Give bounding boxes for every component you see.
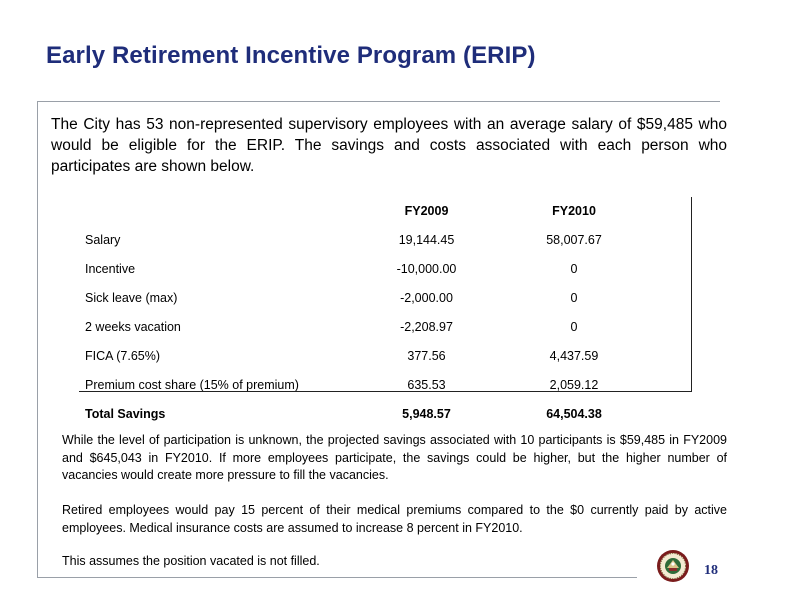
page-number: 18 bbox=[704, 563, 718, 578]
row-label: FICA (7.65%) bbox=[85, 348, 161, 363]
column-header-fy2010: FY2010 bbox=[552, 204, 596, 218]
row-label: Sick leave (max) bbox=[85, 290, 178, 305]
medical-note: Retired employees would pay 15 percent of their medical premiums compared to the $0 currently paid by active employees. Medical insurance costs are assumed to increase 8 percent in FY2010. bbox=[62, 503, 727, 535]
city-seal-icon bbox=[656, 549, 690, 583]
participation-note: While the level of participation is unknown, the projected savings associated with 10 participants is $59,485 in FY2009 and $645,043 in FY2010. If more employees participate, the savings could be higher, but the higher number of vacancies would create more pressure to fill the vacancies. bbox=[62, 433, 727, 482]
cell-fy2010: 2,059.12 bbox=[549, 377, 599, 392]
cell-fy2009: -2,000.00 bbox=[400, 290, 453, 305]
cell-fy2009: 377.56 bbox=[407, 348, 446, 363]
cell-fy2010: 0 bbox=[570, 319, 578, 334]
content-frame-left-rule bbox=[37, 101, 38, 578]
table-right-rule bbox=[691, 197, 692, 392]
table-row-incentive bbox=[79, 254, 694, 283]
total-fy2010: 64,504.38 bbox=[546, 406, 602, 421]
cell-fy2009: -2,208.97 bbox=[400, 319, 453, 334]
total-label: Total Savings bbox=[85, 406, 166, 421]
table-row-premium-share bbox=[79, 370, 694, 399]
cell-fy2009: -10,000.00 bbox=[396, 261, 457, 276]
table-row-sick-leave bbox=[79, 283, 694, 312]
content-frame-bottom-rule bbox=[37, 577, 637, 578]
table-header-row bbox=[79, 197, 694, 225]
table-row-salary bbox=[79, 225, 694, 254]
column-header-fy2009: FY2009 bbox=[404, 204, 449, 218]
cell-fy2009: 635.53 bbox=[407, 377, 446, 392]
table-row-fica bbox=[79, 341, 694, 370]
cell-fy2010: 4,437.59 bbox=[549, 348, 599, 363]
cell-fy2010: 58,007.67 bbox=[546, 232, 602, 247]
row-label: Premium cost share (15% of premium) bbox=[85, 377, 299, 392]
savings-table bbox=[79, 197, 694, 428]
row-label: Salary bbox=[85, 232, 121, 247]
slide-title: Early Retirement Incentive Program (ERIP) bbox=[46, 42, 536, 69]
content-frame-top-rule bbox=[37, 101, 720, 102]
row-label: 2 weeks vacation bbox=[85, 319, 181, 334]
intro-paragraph: The City has 53 non-represented supervisory employees with an average salary of $59,485 who would be eligible for the ERIP. The savings and costs associated with each person who participates are shown below. bbox=[51, 116, 727, 175]
cell-fy2010: 0 bbox=[570, 261, 578, 276]
column-header-label bbox=[79, 197, 369, 225]
table-total-rule bbox=[79, 391, 692, 392]
cell-fy2009: 19,144.45 bbox=[398, 232, 455, 247]
table-row-vacation bbox=[79, 312, 694, 341]
total-fy2009: 5,948.57 bbox=[402, 406, 451, 421]
table-row-total-savings bbox=[79, 399, 694, 428]
assumption-note: This assumes the position vacated is not filled. bbox=[62, 554, 320, 568]
cell-fy2010: 0 bbox=[570, 290, 578, 305]
row-label: Incentive bbox=[85, 261, 136, 276]
